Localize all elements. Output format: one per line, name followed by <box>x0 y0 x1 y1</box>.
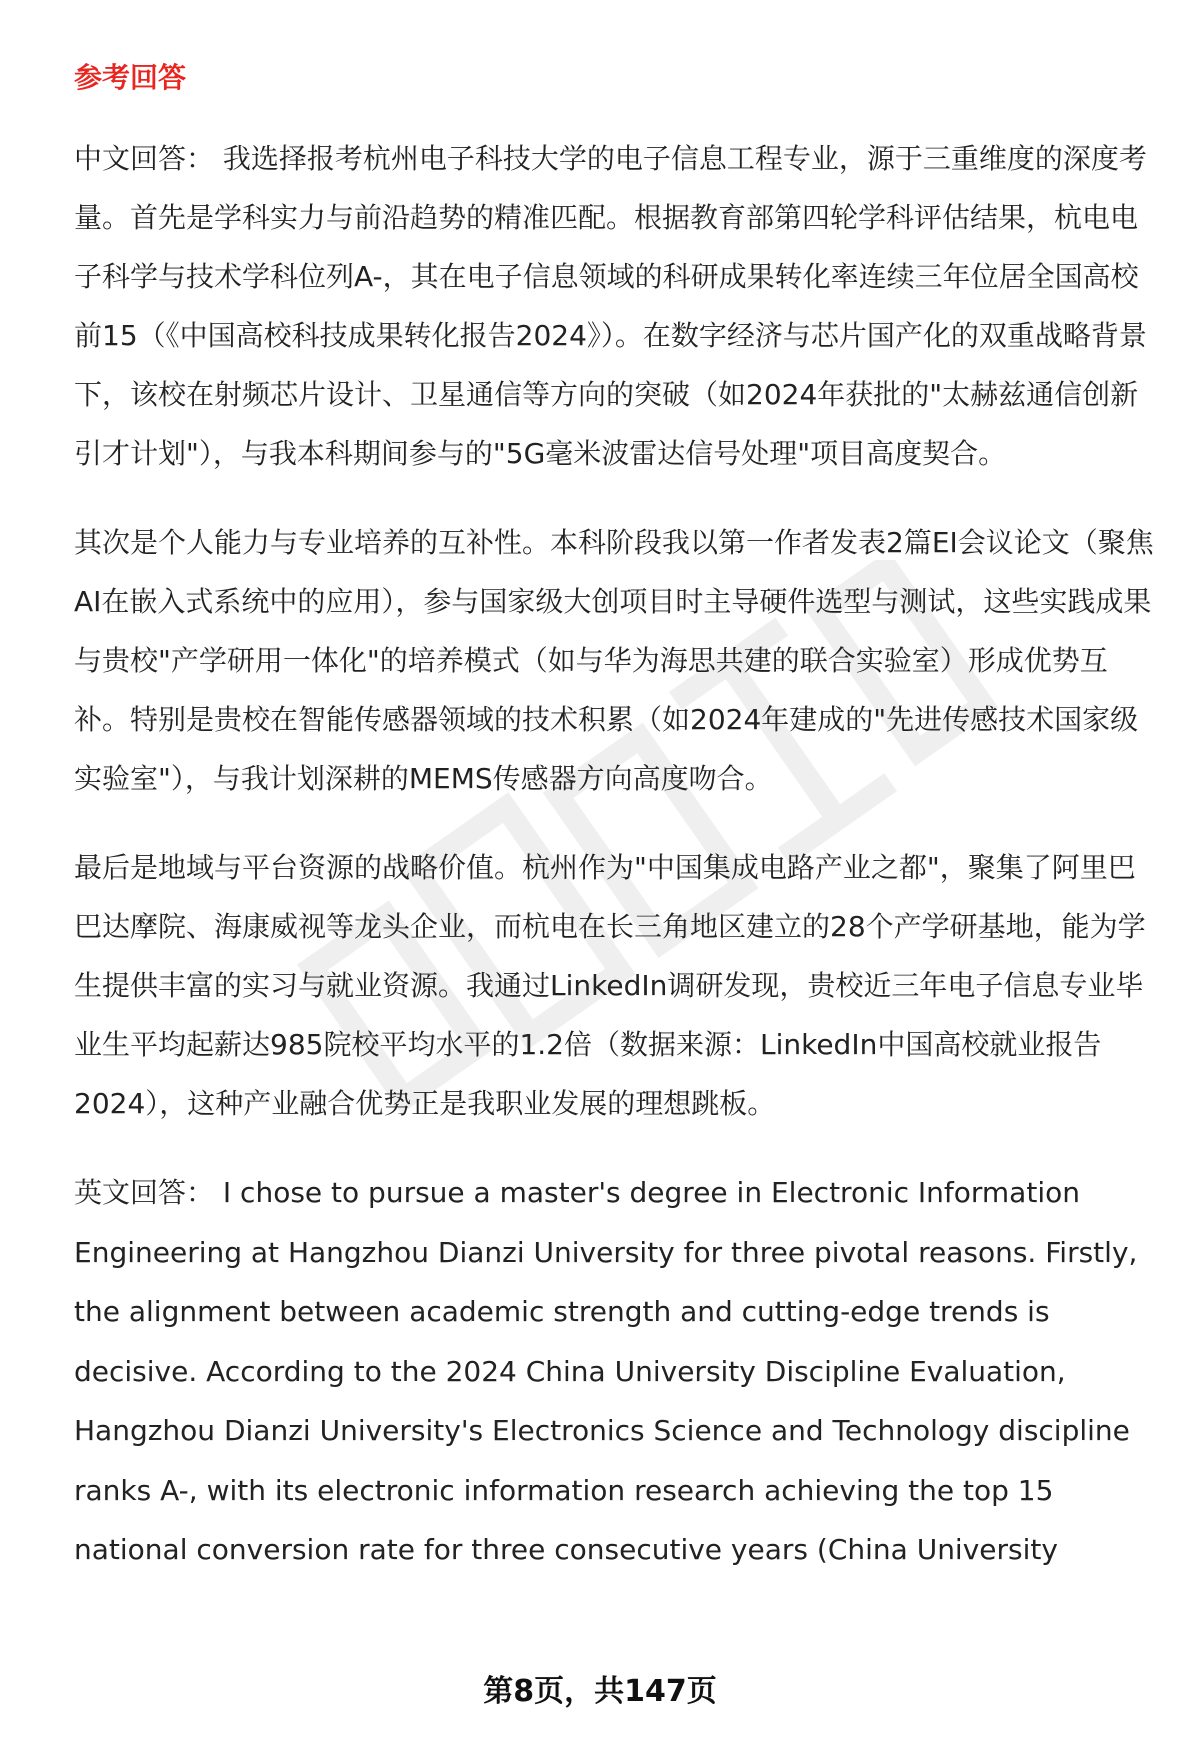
section-heading: 参考回答 <box>74 61 187 94</box>
page-number: 第8页，共147页 <box>483 1674 717 1709</box>
answer-content <box>74 129 1159 1610</box>
chinese-answer-paragraph-3: 最后是地域与平台资源的战略价值。杭州作为"中国集成电路产业之都"，聚集了阿里巴巴达摩院、海康威视等龙头企业，而杭电在长三角地区建立的28个产学研基地，能为学生提供丰富的实习与就业资源。我通过LinkedIn调研发现，贵校近三年电子信息专业毕业生平均起薪达985院校平均水平的1.2倍（数据来源：LinkedIn中国高校就业报告2024），这种产业融合优势正是我职业发展的理想跳板。 <box>74 851 1146 1120</box>
english-answer-paragraph: 英文回答： I chose to pursue a master's degree in Electronic Information Engineering at Hangzhou Dianzi University for three pivotal reasons. Firstly, the alignment between academic strength and cutting-edge trends is decisive. According to the 2024 China University Discipline Evaluation, Hangzhou Dianzi University's Electronics Science and Technology discipline ranks A-, with its electronic information research achieving the top 15 national conversion rate for three consecutive years (China University <box>74 1176 1138 1566</box>
chinese-answer-paragraph-2: 其次是个人能力与专业培养的互补性。本科阶段我以第一作者发表2篇EI会议论文（聚焦AI在嵌入式系统中的应用），参与国家级大创项目时主导硬件选型与测试，这些实践成果与贵校"产学研用一体化"的培养模式（如与华为海思共建的联合实验室）形成优势互补。特别是贵校在智能传感器领域的技术积累（如2024年建成的"先进传感技术国家级实验室"），与我计划深耕的MEMS传感器方向高度吻合。 <box>74 526 1154 795</box>
chinese-answer-paragraph-1: 中文回答： 我选择报考杭州电子科技大学的电子信息工程专业，源于三重维度的深度考量。首先是学科实力与前沿趋势的精准匹配。根据教育部第四轮学科评估结果，杭电电子科学与技术学科位列A-，其在电子信息领域的科研成果转化率连续三年位居全国高校前15（《中国高校科技成果转化报告2024》）。在数字经济与芯片国产化的双重战略背景下，该校在射频芯片设计、卫星通信等方向的突破（如2024年获批的"太赫兹通信创新引才计划"），与我本科期间参与的"5G毫米波雷达信号处理"项目高度契合。 <box>74 142 1147 470</box>
